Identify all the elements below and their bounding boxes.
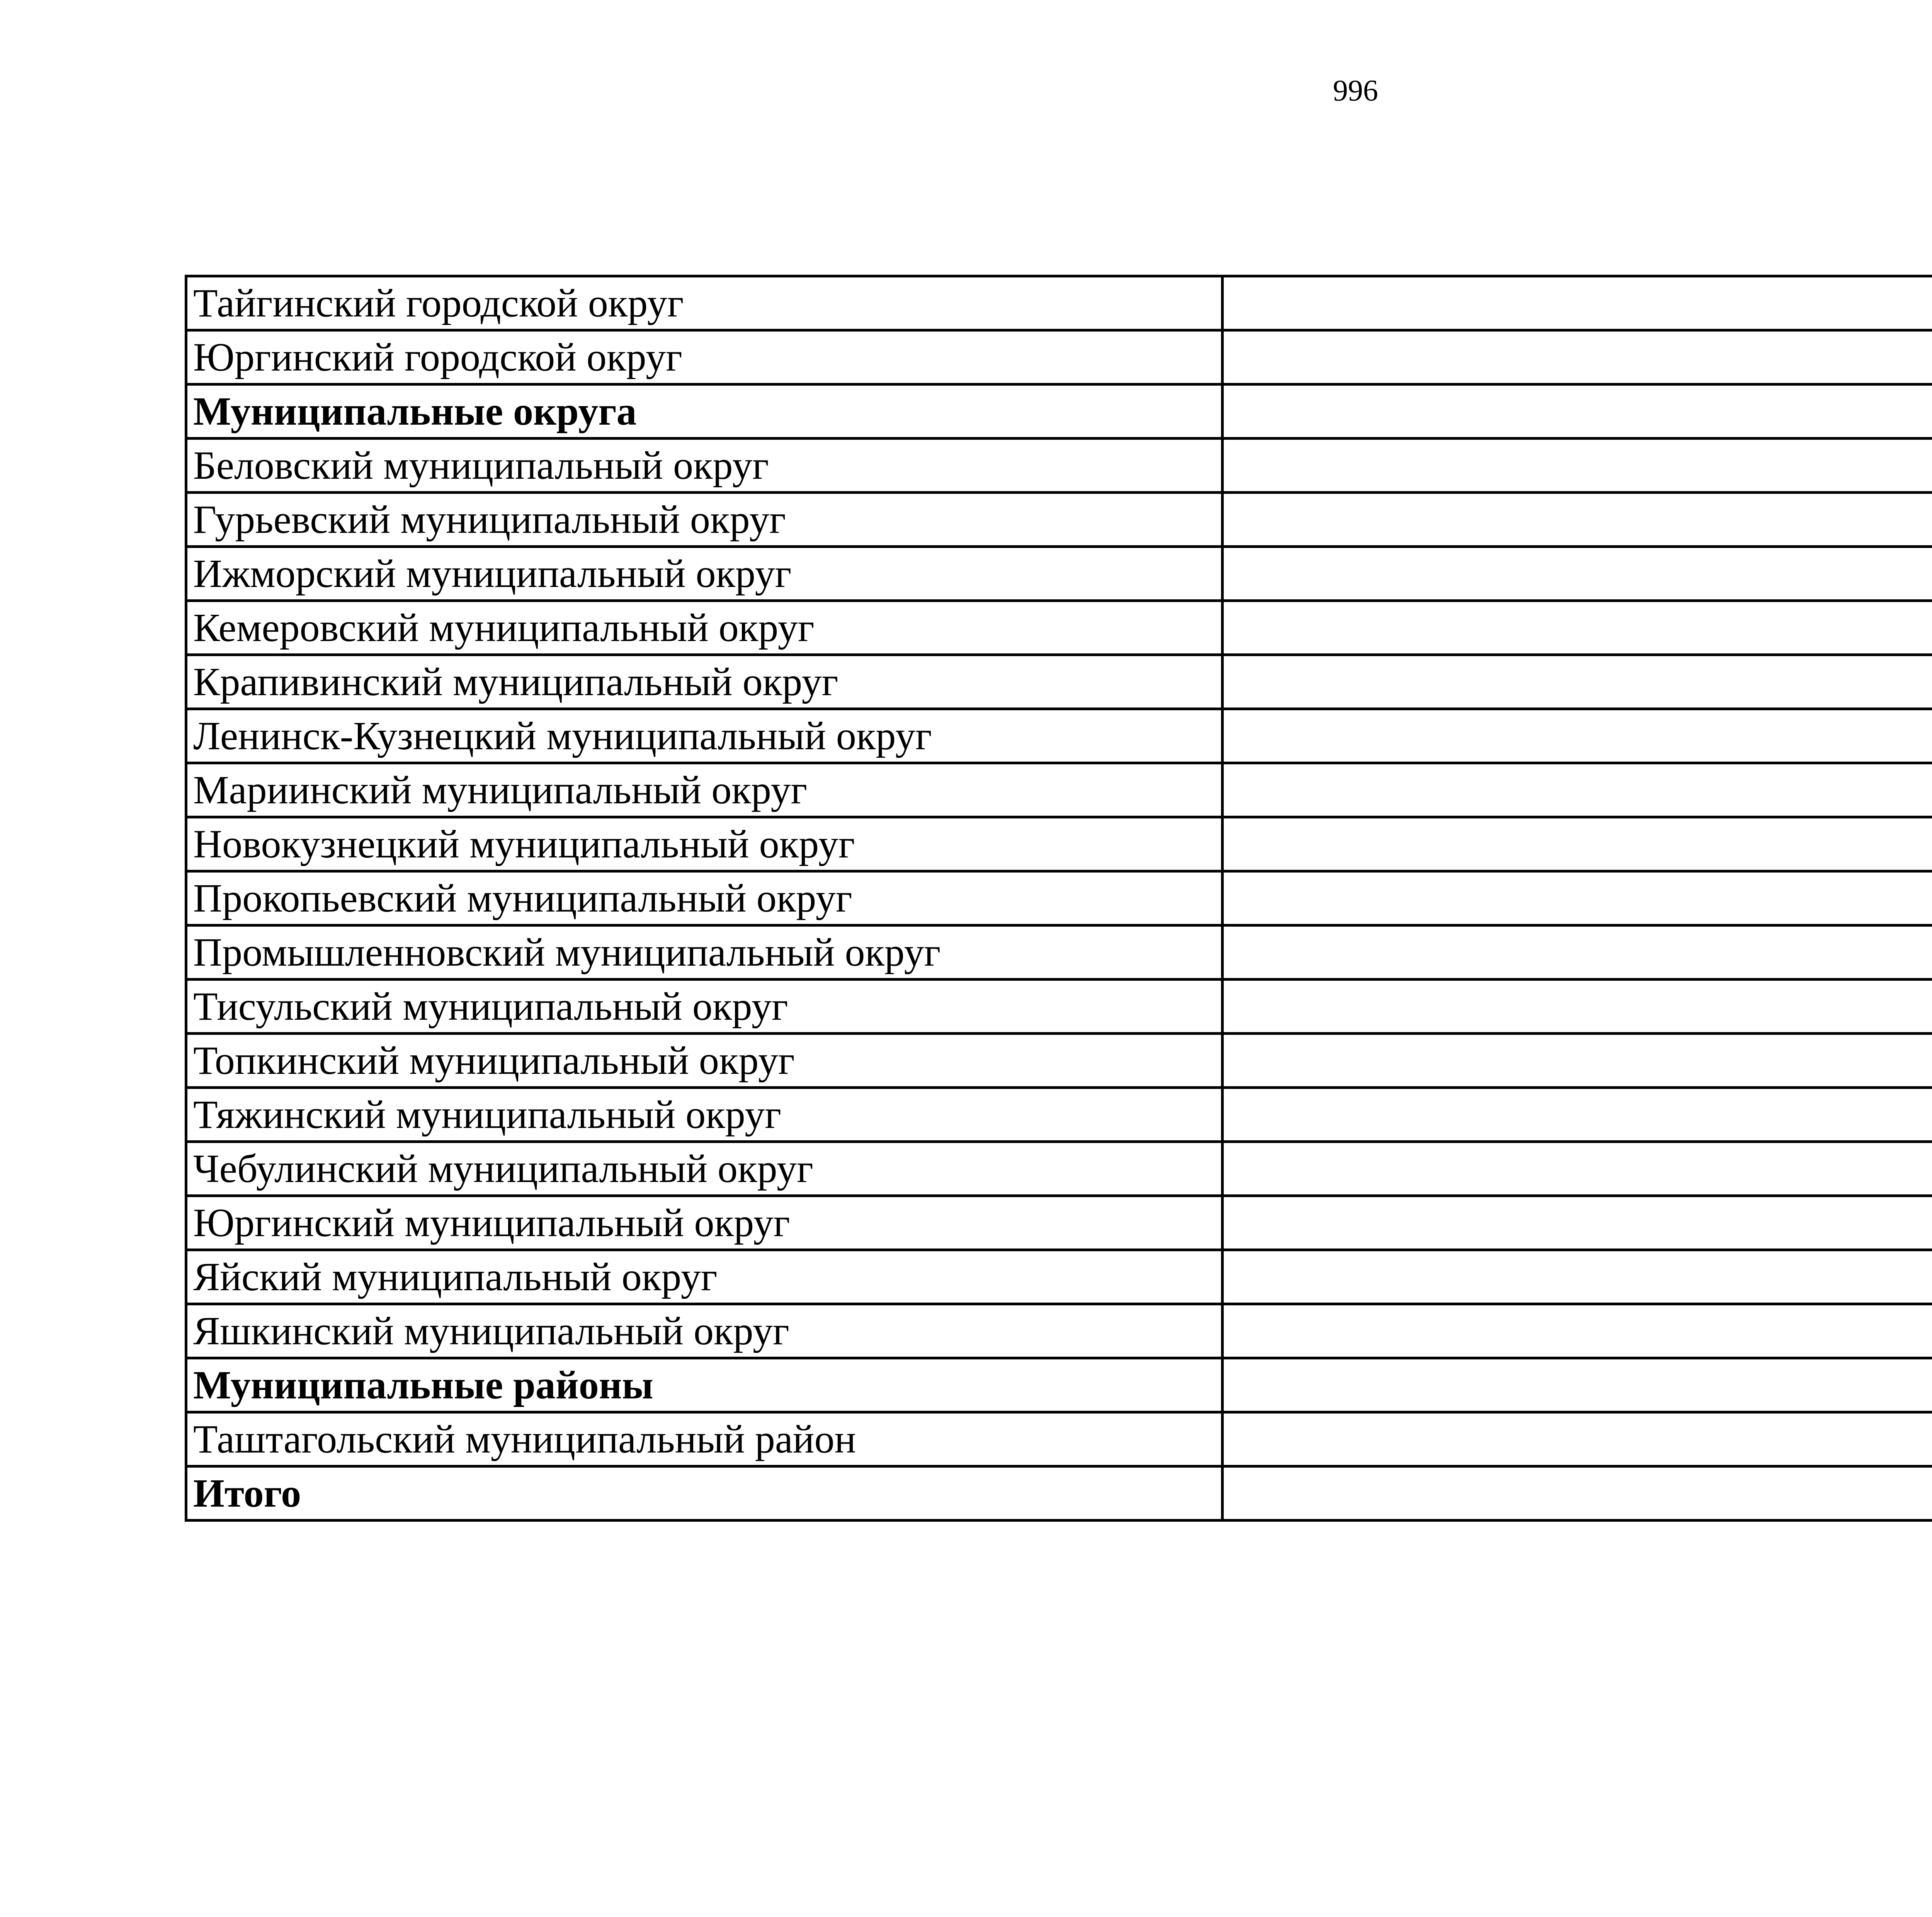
municipality-name-cell: Топкинский муниципальный округ <box>186 1034 1223 1088</box>
municipality-name-cell: Юргинский муниципальный округ <box>186 1196 1223 1250</box>
municipality-name-cell: Таштагольский муниципальный район <box>186 1412 1223 1466</box>
amount-cell <box>1223 1466 1932 1521</box>
table-row <box>186 493 1932 547</box>
table-row <box>186 871 1932 925</box>
table-row <box>186 709 1932 763</box>
amount-cell <box>1223 1358 1932 1412</box>
amount-cell <box>1223 330 1932 384</box>
table-row <box>186 330 1932 384</box>
municipality-name-cell: Беловский муниципальный округ <box>186 439 1223 493</box>
table-row <box>186 980 1932 1034</box>
table-row <box>186 655 1932 709</box>
amount-cell <box>1223 709 1932 763</box>
table-body <box>186 276 1932 1521</box>
amount-cell <box>1223 763 1932 817</box>
amount-cell <box>1223 655 1932 709</box>
table-row <box>186 1142 1932 1196</box>
amount-cell <box>1223 1250 1932 1304</box>
table-row <box>186 925 1932 980</box>
municipality-name-cell: Итого <box>186 1466 1223 1521</box>
municipality-name-cell: Чебулинский муниципальный округ <box>186 1142 1223 1196</box>
table-subtotal-row <box>186 384 1932 439</box>
municipality-name-cell: Яшкинский муниципальный округ <box>186 1304 1223 1358</box>
table-row <box>186 1034 1932 1088</box>
municipality-name-cell: Муниципальные округа <box>186 384 1223 439</box>
amount-cell <box>1223 1412 1932 1466</box>
municipality-name-cell: Гурьевский муниципальный округ <box>186 493 1223 547</box>
municipality-name-cell: Тяжинский муниципальный округ <box>186 1088 1223 1142</box>
amount-cell <box>1223 980 1932 1034</box>
table-row <box>186 601 1932 655</box>
table-row <box>186 1088 1932 1142</box>
table-subtotal-row <box>186 1358 1932 1412</box>
amount-cell <box>1223 1034 1932 1088</box>
municipality-name-cell: Промышленновский муниципальный округ <box>186 925 1223 980</box>
municipality-name-cell: Муниципальные районы <box>186 1358 1223 1412</box>
amount-cell <box>1223 493 1932 547</box>
municipality-name-cell: Прокопьевский муниципальный округ <box>186 871 1223 925</box>
amount-cell <box>1223 276 1932 330</box>
table-row <box>186 1412 1932 1466</box>
amount-cell <box>1223 601 1932 655</box>
amount-cell <box>1223 1196 1932 1250</box>
table-row <box>186 276 1932 330</box>
amount-cell <box>1223 871 1932 925</box>
municipality-name-cell: Яйский муниципальный округ <box>186 1250 1223 1304</box>
amount-cell <box>1223 1304 1932 1358</box>
municipality-name-cell: Кемеровский муниципальный округ <box>186 601 1223 655</box>
amount-cell <box>1223 925 1932 980</box>
amount-cell <box>1223 439 1932 493</box>
table-row <box>186 763 1932 817</box>
amount-cell <box>1223 1142 1932 1196</box>
table-row <box>186 1304 1932 1358</box>
amount-cell <box>1223 817 1932 871</box>
table-row <box>186 1250 1932 1304</box>
page-number: 996 <box>1333 73 1378 107</box>
municipality-name-cell: Тайгинский городской округ <box>186 276 1223 330</box>
table-subtotal-row <box>186 1466 1932 1521</box>
municipality-name-cell: Крапивинский муниципальный округ <box>186 655 1223 709</box>
table-row <box>186 439 1932 493</box>
amount-cell <box>1223 384 1932 439</box>
municipality-name-cell: Новокузнецкий муниципальный округ <box>186 817 1223 871</box>
municipality-name-cell: Ижморский муниципальный округ <box>186 547 1223 601</box>
amount-cell <box>1223 547 1932 601</box>
municipality-name-cell: Мариинский муниципальный округ <box>186 763 1223 817</box>
amount-cell <box>1223 1088 1932 1142</box>
table-row <box>186 817 1932 871</box>
municipality-name-cell: Ленинск-Кузнецкий муниципальный округ <box>186 709 1223 763</box>
table-row <box>186 1196 1932 1250</box>
municipality-name-cell: Юргинский городской округ <box>186 330 1223 384</box>
municipality-name-cell: Тисульский муниципальный округ <box>186 980 1223 1034</box>
budget-table <box>185 275 1932 1522</box>
table-row <box>186 547 1932 601</box>
